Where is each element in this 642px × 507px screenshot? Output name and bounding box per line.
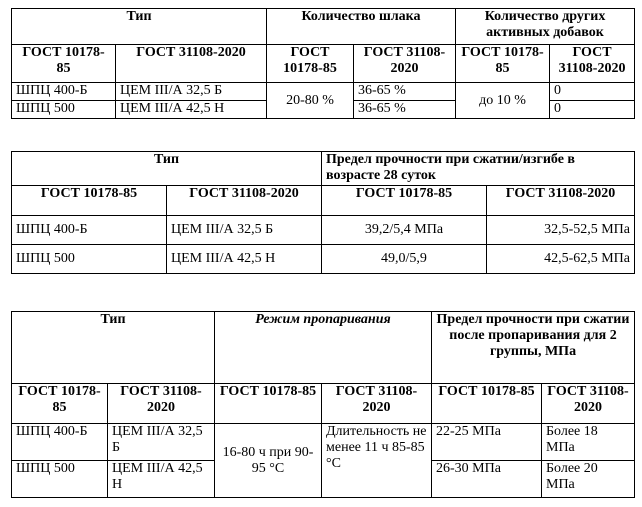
slag-new-value: 36-65 %: [354, 101, 456, 119]
strength-old-value: 26-30 МПа: [432, 461, 542, 498]
strength-old-value: 49,0/5,9: [322, 245, 487, 274]
strength-28-days-table: [11, 151, 635, 274]
cement-new-name: ЦЕМ III/А 42,5 Н: [116, 101, 267, 119]
subheader-gost-10178: ГОСТ 10178-85: [12, 384, 108, 424]
strength-new-value: Более 18 МПа: [542, 424, 635, 461]
cement-old-name: ШПЦ 400-Б: [12, 424, 108, 461]
strength-new-value: 42,5-62,5 МПа: [487, 245, 635, 274]
header-steaming-mode: Режим пропаривания: [215, 312, 432, 384]
subheader-gost-10178: ГОСТ 10178-85: [215, 384, 322, 424]
steaming-mode-new: Длительность не менее 11 ч 85-85 °С: [322, 424, 432, 498]
cement-old-name: ШПЦ 500: [12, 101, 116, 119]
header-other-additives: Количество других активных добавок: [456, 9, 635, 45]
subheader-gost-31108: ГОСТ 31108-2020: [167, 186, 322, 216]
subheader-gost-10178: ГОСТ 10178-85: [267, 45, 354, 83]
subheader-gost-10178: ГОСТ 10178-85: [12, 45, 116, 83]
steaming-mode-old: 16-80 ч при 90-95 °С: [215, 424, 322, 498]
cement-old-name: ШПЦ 400-Б: [12, 83, 116, 101]
header-type: Тип: [12, 9, 267, 45]
strength-new-value: 32,5-52,5 МПа: [487, 216, 635, 245]
subheader-gost-10178: ГОСТ 10178-85: [432, 384, 542, 424]
subheader-gost-31108: ГОСТ 31108-2020: [542, 384, 635, 424]
cement-new-name: ЦЕМ III/А 32,5 Б: [167, 216, 322, 245]
cement-old-name: ШПЦ 400-Б: [12, 216, 167, 245]
header-slag-amount: Количество шлака: [267, 9, 456, 45]
cement-old-name: ШПЦ 500: [12, 461, 108, 498]
other-new-value: 0: [550, 101, 635, 119]
other-new-value: 0: [550, 83, 635, 101]
subheader-gost-31108: ГОСТ 31108-2020: [322, 384, 432, 424]
subheader-gost-31108: ГОСТ 31108-2020: [487, 186, 635, 216]
subheader-gost-31108: ГОСТ 31108-2020: [116, 45, 267, 83]
subheader-gost-31108: ГОСТ 31108-2020: [354, 45, 456, 83]
slag-old-value: 20-80 %: [267, 83, 354, 119]
header-type: Тип: [12, 152, 322, 186]
steaming-strength-table: [11, 311, 635, 498]
cement-new-name: ЦЕМ III/А 32,5 Б: [108, 424, 215, 461]
other-old-value: до 10 %: [456, 83, 550, 119]
strength-old-value: 22-25 МПа: [432, 424, 542, 461]
subheader-gost-31108: ГОСТ 31108-2020: [550, 45, 635, 83]
strength-new-value: Более 20 МПа: [542, 461, 635, 498]
cement-old-name: ШПЦ 500: [12, 245, 167, 274]
subheader-gost-10178: ГОСТ 10178-85: [456, 45, 550, 83]
cement-new-name: ЦЕМ III/А 32,5 Б: [116, 83, 267, 101]
subheader-gost-10178: ГОСТ 10178-85: [12, 186, 167, 216]
subheader-gost-31108: ГОСТ 31108-2020: [108, 384, 215, 424]
slag-content-table: [11, 8, 635, 119]
cement-new-name: ЦЕМ III/А 42,5 Н: [167, 245, 322, 274]
header-type: Тип: [12, 312, 215, 384]
cement-new-name: ЦЕМ III/А 42,5 Н: [108, 461, 215, 498]
subheader-gost-10178: ГОСТ 10178-85: [322, 186, 487, 216]
header-strength-28: Предел прочности при сжатии/изгибе в возрасте 28 суток: [322, 152, 635, 186]
strength-old-value: 39,2/5,4 МПа: [322, 216, 487, 245]
slag-new-value: 36-65 %: [354, 83, 456, 101]
header-strength-after-steaming: Предел прочности при сжатии после пропаривания для 2 группы, МПа: [432, 312, 635, 384]
